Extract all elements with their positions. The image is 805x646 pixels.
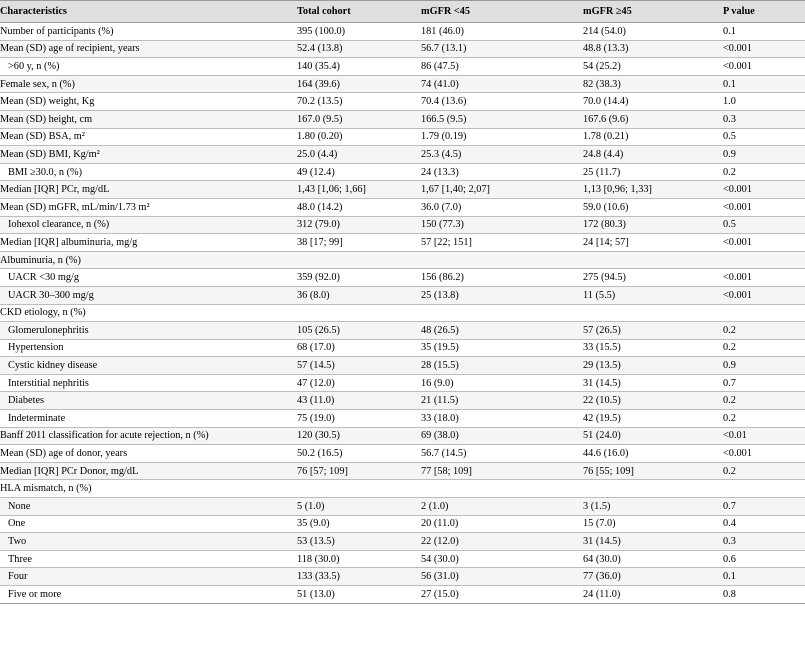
total-cohort-cell: 49 (12.4) (293, 163, 417, 181)
table-row (0, 198, 805, 216)
characteristic-label: Three (0, 550, 293, 568)
characteristic-label: Mean (SD) BMI, Kg/m² (0, 146, 293, 164)
characteristic-label: Median [IQR] PCr, mg/dL (0, 181, 293, 199)
characteristic-label: Number of participants (%) (0, 23, 293, 41)
mgfr-below-45-cell: 24 (13.3) (417, 163, 579, 181)
mgfr-45-or-above-cell: 22 (10.5) (579, 392, 719, 410)
table-row (0, 498, 805, 516)
table-row (0, 357, 805, 375)
mgfr-below-45-cell (417, 304, 579, 322)
characteristic-label: Median [IQR] albuminuria, mg/g (0, 234, 293, 252)
mgfr-below-45-cell: 77 [58; 109] (417, 462, 579, 480)
table-row (0, 304, 805, 322)
mgfr-45-or-above-cell: 275 (94.5) (579, 269, 719, 287)
mgfr-45-or-above-cell: 54 (25.2) (579, 58, 719, 76)
characteristic-label: Hypertension (0, 339, 293, 357)
table-row (0, 110, 805, 128)
mgfr-45-or-above-cell: 24.8 (4.4) (579, 146, 719, 164)
mgfr-45-or-above-cell: 31 (14.5) (579, 533, 719, 551)
mgfr-below-45-cell: 57 [22; 151] (417, 234, 579, 252)
p-value-cell: 0.3 (719, 110, 805, 128)
mgfr-below-45-cell: 69 (38.0) (417, 427, 579, 445)
mgfr-below-45-cell: 22 (12.0) (417, 533, 579, 551)
mgfr-below-45-cell: 25 (13.8) (417, 286, 579, 304)
characteristic-label: BMI ≥30.0, n (%) (0, 163, 293, 181)
mgfr-below-45-cell: 70.4 (13.6) (417, 93, 579, 111)
characteristic-label: None (0, 498, 293, 516)
table-row (0, 392, 805, 410)
total-cohort-cell: 1,43 [1,06; 1,66] (293, 181, 417, 199)
table-row (0, 163, 805, 181)
characteristic-label: Mean (SD) weight, Kg (0, 93, 293, 111)
total-cohort-cell: 120 (30.5) (293, 427, 417, 445)
p-value-cell: <0.001 (719, 198, 805, 216)
total-cohort-cell: 1.80 (0.20) (293, 128, 417, 146)
characteristic-label: Interstitial nephritis (0, 374, 293, 392)
characteristic-label: Albuminuria, n (%) (0, 251, 293, 269)
table-row (0, 339, 805, 357)
mgfr-45-or-above-cell: 59.0 (10.6) (579, 198, 719, 216)
mgfr-45-or-above-cell: 1,13 [0,96; 1,33] (579, 181, 719, 199)
table-row (0, 515, 805, 533)
mgfr-below-45-cell: 1,67 [1,40; 2,07] (417, 181, 579, 199)
p-value-cell: <0.001 (719, 269, 805, 287)
mgfr-below-45-cell: 86 (47.5) (417, 58, 579, 76)
total-cohort-cell: 118 (30.0) (293, 550, 417, 568)
header-mgfr-45-or-above: mGFR ≥45 (579, 1, 719, 23)
table-row (0, 234, 805, 252)
mgfr-below-45-cell: 156 (86.2) (417, 269, 579, 287)
table-row (0, 40, 805, 58)
mgfr-45-or-above-cell: 31 (14.5) (579, 374, 719, 392)
p-value-cell: 0.9 (719, 357, 805, 375)
header-mgfr-below-45: mGFR <45 (417, 1, 579, 23)
mgfr-below-45-cell (417, 480, 579, 498)
mgfr-45-or-above-cell: 214 (54.0) (579, 23, 719, 41)
total-cohort-cell: 167.0 (9.5) (293, 110, 417, 128)
total-cohort-cell: 43 (11.0) (293, 392, 417, 410)
p-value-cell: <0.001 (719, 58, 805, 76)
total-cohort-cell: 51 (13.0) (293, 586, 417, 604)
characteristic-label: Female sex, n (%) (0, 75, 293, 93)
mgfr-below-45-cell: 33 (18.0) (417, 410, 579, 428)
characteristic-label: Diabetes (0, 392, 293, 410)
characteristic-label: Median [IQR] PCr Donor, mg/dL (0, 462, 293, 480)
table-row (0, 75, 805, 93)
characteristic-label: One (0, 515, 293, 533)
mgfr-45-or-above-cell: 76 [55; 109] (579, 462, 719, 480)
table-row (0, 58, 805, 76)
total-cohort-cell: 359 (92.0) (293, 269, 417, 287)
p-value-cell: <0.001 (719, 40, 805, 58)
mgfr-45-or-above-cell: 42 (19.5) (579, 410, 719, 428)
p-value-cell: <0.001 (719, 445, 805, 463)
total-cohort-cell: 140 (35.4) (293, 58, 417, 76)
p-value-cell: 0.3 (719, 533, 805, 551)
mgfr-45-or-above-cell: 1.78 (0.21) (579, 128, 719, 146)
table-row (0, 550, 805, 568)
table-row (0, 286, 805, 304)
table-row (0, 533, 805, 551)
mgfr-below-45-cell: 56.7 (13.1) (417, 40, 579, 58)
table-row (0, 445, 805, 463)
mgfr-below-45-cell: 54 (30.0) (417, 550, 579, 568)
total-cohort-cell: 70.2 (13.5) (293, 93, 417, 111)
mgfr-45-or-above-cell: 3 (1.5) (579, 498, 719, 516)
mgfr-below-45-cell: 16 (9.0) (417, 374, 579, 392)
mgfr-45-or-above-cell: 167.6 (9.6) (579, 110, 719, 128)
total-cohort-cell (293, 480, 417, 498)
p-value-cell (719, 304, 805, 322)
characteristic-label: Mean (SD) age of recipient, years (0, 40, 293, 58)
table-row (0, 23, 805, 41)
table-row (0, 93, 805, 111)
p-value-cell: <0.001 (719, 286, 805, 304)
mgfr-45-or-above-cell: 64 (30.0) (579, 550, 719, 568)
mgfr-below-45-cell: 36.0 (7.0) (417, 198, 579, 216)
table-row (0, 427, 805, 445)
characteristic-label: Iohexol clearance, n (%) (0, 216, 293, 234)
total-cohort-cell: 68 (17.0) (293, 339, 417, 357)
mgfr-45-or-above-cell: 70.0 (14.4) (579, 93, 719, 111)
mgfr-below-45-cell: 27 (15.0) (417, 586, 579, 604)
total-cohort-cell: 38 [17; 99] (293, 234, 417, 252)
mgfr-45-or-above-cell: 24 [14; 57] (579, 234, 719, 252)
mgfr-45-or-above-cell: 172 (80.3) (579, 216, 719, 234)
table-row (0, 480, 805, 498)
total-cohort-cell: 395 (100.0) (293, 23, 417, 41)
mgfr-45-or-above-cell (579, 304, 719, 322)
header-total-cohort: Total cohort (293, 1, 417, 23)
table-row (0, 374, 805, 392)
p-value-cell (719, 480, 805, 498)
mgfr-below-45-cell (417, 251, 579, 269)
mgfr-below-45-cell: 28 (15.5) (417, 357, 579, 375)
p-value-cell: 0.9 (719, 146, 805, 164)
mgfr-below-45-cell: 166.5 (9.5) (417, 110, 579, 128)
mgfr-45-or-above-cell: 29 (13.5) (579, 357, 719, 375)
mgfr-45-or-above-cell: 57 (26.5) (579, 322, 719, 340)
mgfr-below-45-cell: 48 (26.5) (417, 322, 579, 340)
mgfr-45-or-above-cell: 48.8 (13.3) (579, 40, 719, 58)
characteristic-label: Four (0, 568, 293, 586)
p-value-cell (719, 251, 805, 269)
characteristic-label: Mean (SD) BSA, m² (0, 128, 293, 146)
p-value-cell: 0.7 (719, 498, 805, 516)
p-value-cell: 0.4 (719, 515, 805, 533)
mgfr-below-45-cell: 2 (1.0) (417, 498, 579, 516)
p-value-cell: 0.1 (719, 568, 805, 586)
p-value-cell: 0.2 (719, 163, 805, 181)
p-value-cell: <0.001 (719, 234, 805, 252)
table-row (0, 568, 805, 586)
characteristic-label: Banff 2011 classification for acute rejection, n (%) (0, 427, 293, 445)
mgfr-45-or-above-cell: 11 (5.5) (579, 286, 719, 304)
p-value-cell: 0.5 (719, 128, 805, 146)
p-value-cell: 0.5 (719, 216, 805, 234)
total-cohort-cell: 57 (14.5) (293, 357, 417, 375)
total-cohort-cell: 50.2 (16.5) (293, 445, 417, 463)
p-value-cell: 0.1 (719, 23, 805, 41)
header-row (0, 1, 805, 23)
mgfr-45-or-above-cell: 82 (38.3) (579, 75, 719, 93)
p-value-cell: 0.1 (719, 75, 805, 93)
p-value-cell: 0.2 (719, 410, 805, 428)
total-cohort-cell: 5 (1.0) (293, 498, 417, 516)
characteristic-label: Mean (SD) height, cm (0, 110, 293, 128)
mgfr-below-45-cell: 25.3 (4.5) (417, 146, 579, 164)
total-cohort-cell: 25.0 (4.4) (293, 146, 417, 164)
mgfr-below-45-cell: 56 (31.0) (417, 568, 579, 586)
mgfr-below-45-cell: 35 (19.5) (417, 339, 579, 357)
characteristic-label: UACR 30–300 mg/g (0, 286, 293, 304)
table-row (0, 410, 805, 428)
mgfr-45-or-above-cell: 51 (24.0) (579, 427, 719, 445)
total-cohort-cell: 164 (39.6) (293, 75, 417, 93)
total-cohort-cell: 47 (12.0) (293, 374, 417, 392)
p-value-cell: 0.6 (719, 550, 805, 568)
p-value-cell: <0.001 (719, 181, 805, 199)
total-cohort-cell (293, 304, 417, 322)
table-header (0, 1, 805, 23)
mgfr-below-45-cell: 150 (77.3) (417, 216, 579, 234)
p-value-cell: 0.8 (719, 586, 805, 604)
total-cohort-cell: 48.0 (14.2) (293, 198, 417, 216)
mgfr-below-45-cell: 56.7 (14.5) (417, 445, 579, 463)
total-cohort-cell: 133 (33.5) (293, 568, 417, 586)
mgfr-45-or-above-cell: 33 (15.5) (579, 339, 719, 357)
characteristic-label: Two (0, 533, 293, 551)
characteristic-label: Cystic kidney disease (0, 357, 293, 375)
characteristic-label: UACR <30 mg/g (0, 269, 293, 287)
characteristic-label: HLA mismatch, n (%) (0, 480, 293, 498)
table-row (0, 181, 805, 199)
mgfr-45-or-above-cell: 44.6 (16.0) (579, 445, 719, 463)
total-cohort-cell (293, 251, 417, 269)
mgfr-below-45-cell: 181 (46.0) (417, 23, 579, 41)
table-row (0, 269, 805, 287)
mgfr-45-or-above-cell (579, 251, 719, 269)
total-cohort-cell: 105 (26.5) (293, 322, 417, 340)
p-value-cell: 1.0 (719, 93, 805, 111)
header-p-value: P value (719, 1, 805, 23)
characteristic-label: Five or more (0, 586, 293, 604)
mgfr-below-45-cell: 21 (11.5) (417, 392, 579, 410)
characteristic-label: >60 y, n (%) (0, 58, 293, 76)
mgfr-45-or-above-cell: 25 (11.7) (579, 163, 719, 181)
total-cohort-cell: 75 (19.0) (293, 410, 417, 428)
mgfr-45-or-above-cell (579, 480, 719, 498)
p-value-cell: 0.7 (719, 374, 805, 392)
total-cohort-cell: 35 (9.0) (293, 515, 417, 533)
mgfr-below-45-cell: 74 (41.0) (417, 75, 579, 93)
p-value-cell: 0.2 (719, 392, 805, 410)
table-row (0, 586, 805, 604)
p-value-cell: 0.2 (719, 322, 805, 340)
mgfr-45-or-above-cell: 77 (36.0) (579, 568, 719, 586)
characteristic-label: Glomerulonephritis (0, 322, 293, 340)
mgfr-below-45-cell: 1.79 (0.19) (417, 128, 579, 146)
p-value-cell: <0.01 (719, 427, 805, 445)
mgfr-45-or-above-cell: 24 (11.0) (579, 586, 719, 604)
total-cohort-cell: 76 [57; 109] (293, 462, 417, 480)
characteristic-label: Mean (SD) mGFR, mL/min/1.73 m² (0, 198, 293, 216)
mgfr-45-or-above-cell: 15 (7.0) (579, 515, 719, 533)
total-cohort-cell: 312 (79.0) (293, 216, 417, 234)
table-row (0, 128, 805, 146)
characteristic-label: CKD etiology, n (%) (0, 304, 293, 322)
characteristic-label: Indeterminate (0, 410, 293, 428)
table-row (0, 322, 805, 340)
table-body (0, 23, 805, 604)
table-row (0, 251, 805, 269)
total-cohort-cell: 36 (8.0) (293, 286, 417, 304)
table-row (0, 146, 805, 164)
p-value-cell: 0.2 (719, 462, 805, 480)
table-row (0, 462, 805, 480)
table-row (0, 216, 805, 234)
header-characteristics: Characteristics (0, 1, 293, 23)
mgfr-below-45-cell: 20 (11.0) (417, 515, 579, 533)
total-cohort-cell: 53 (13.5) (293, 533, 417, 551)
p-value-cell: 0.2 (719, 339, 805, 357)
total-cohort-cell: 52.4 (13.8) (293, 40, 417, 58)
characteristic-label: Mean (SD) age of donor, years (0, 445, 293, 463)
